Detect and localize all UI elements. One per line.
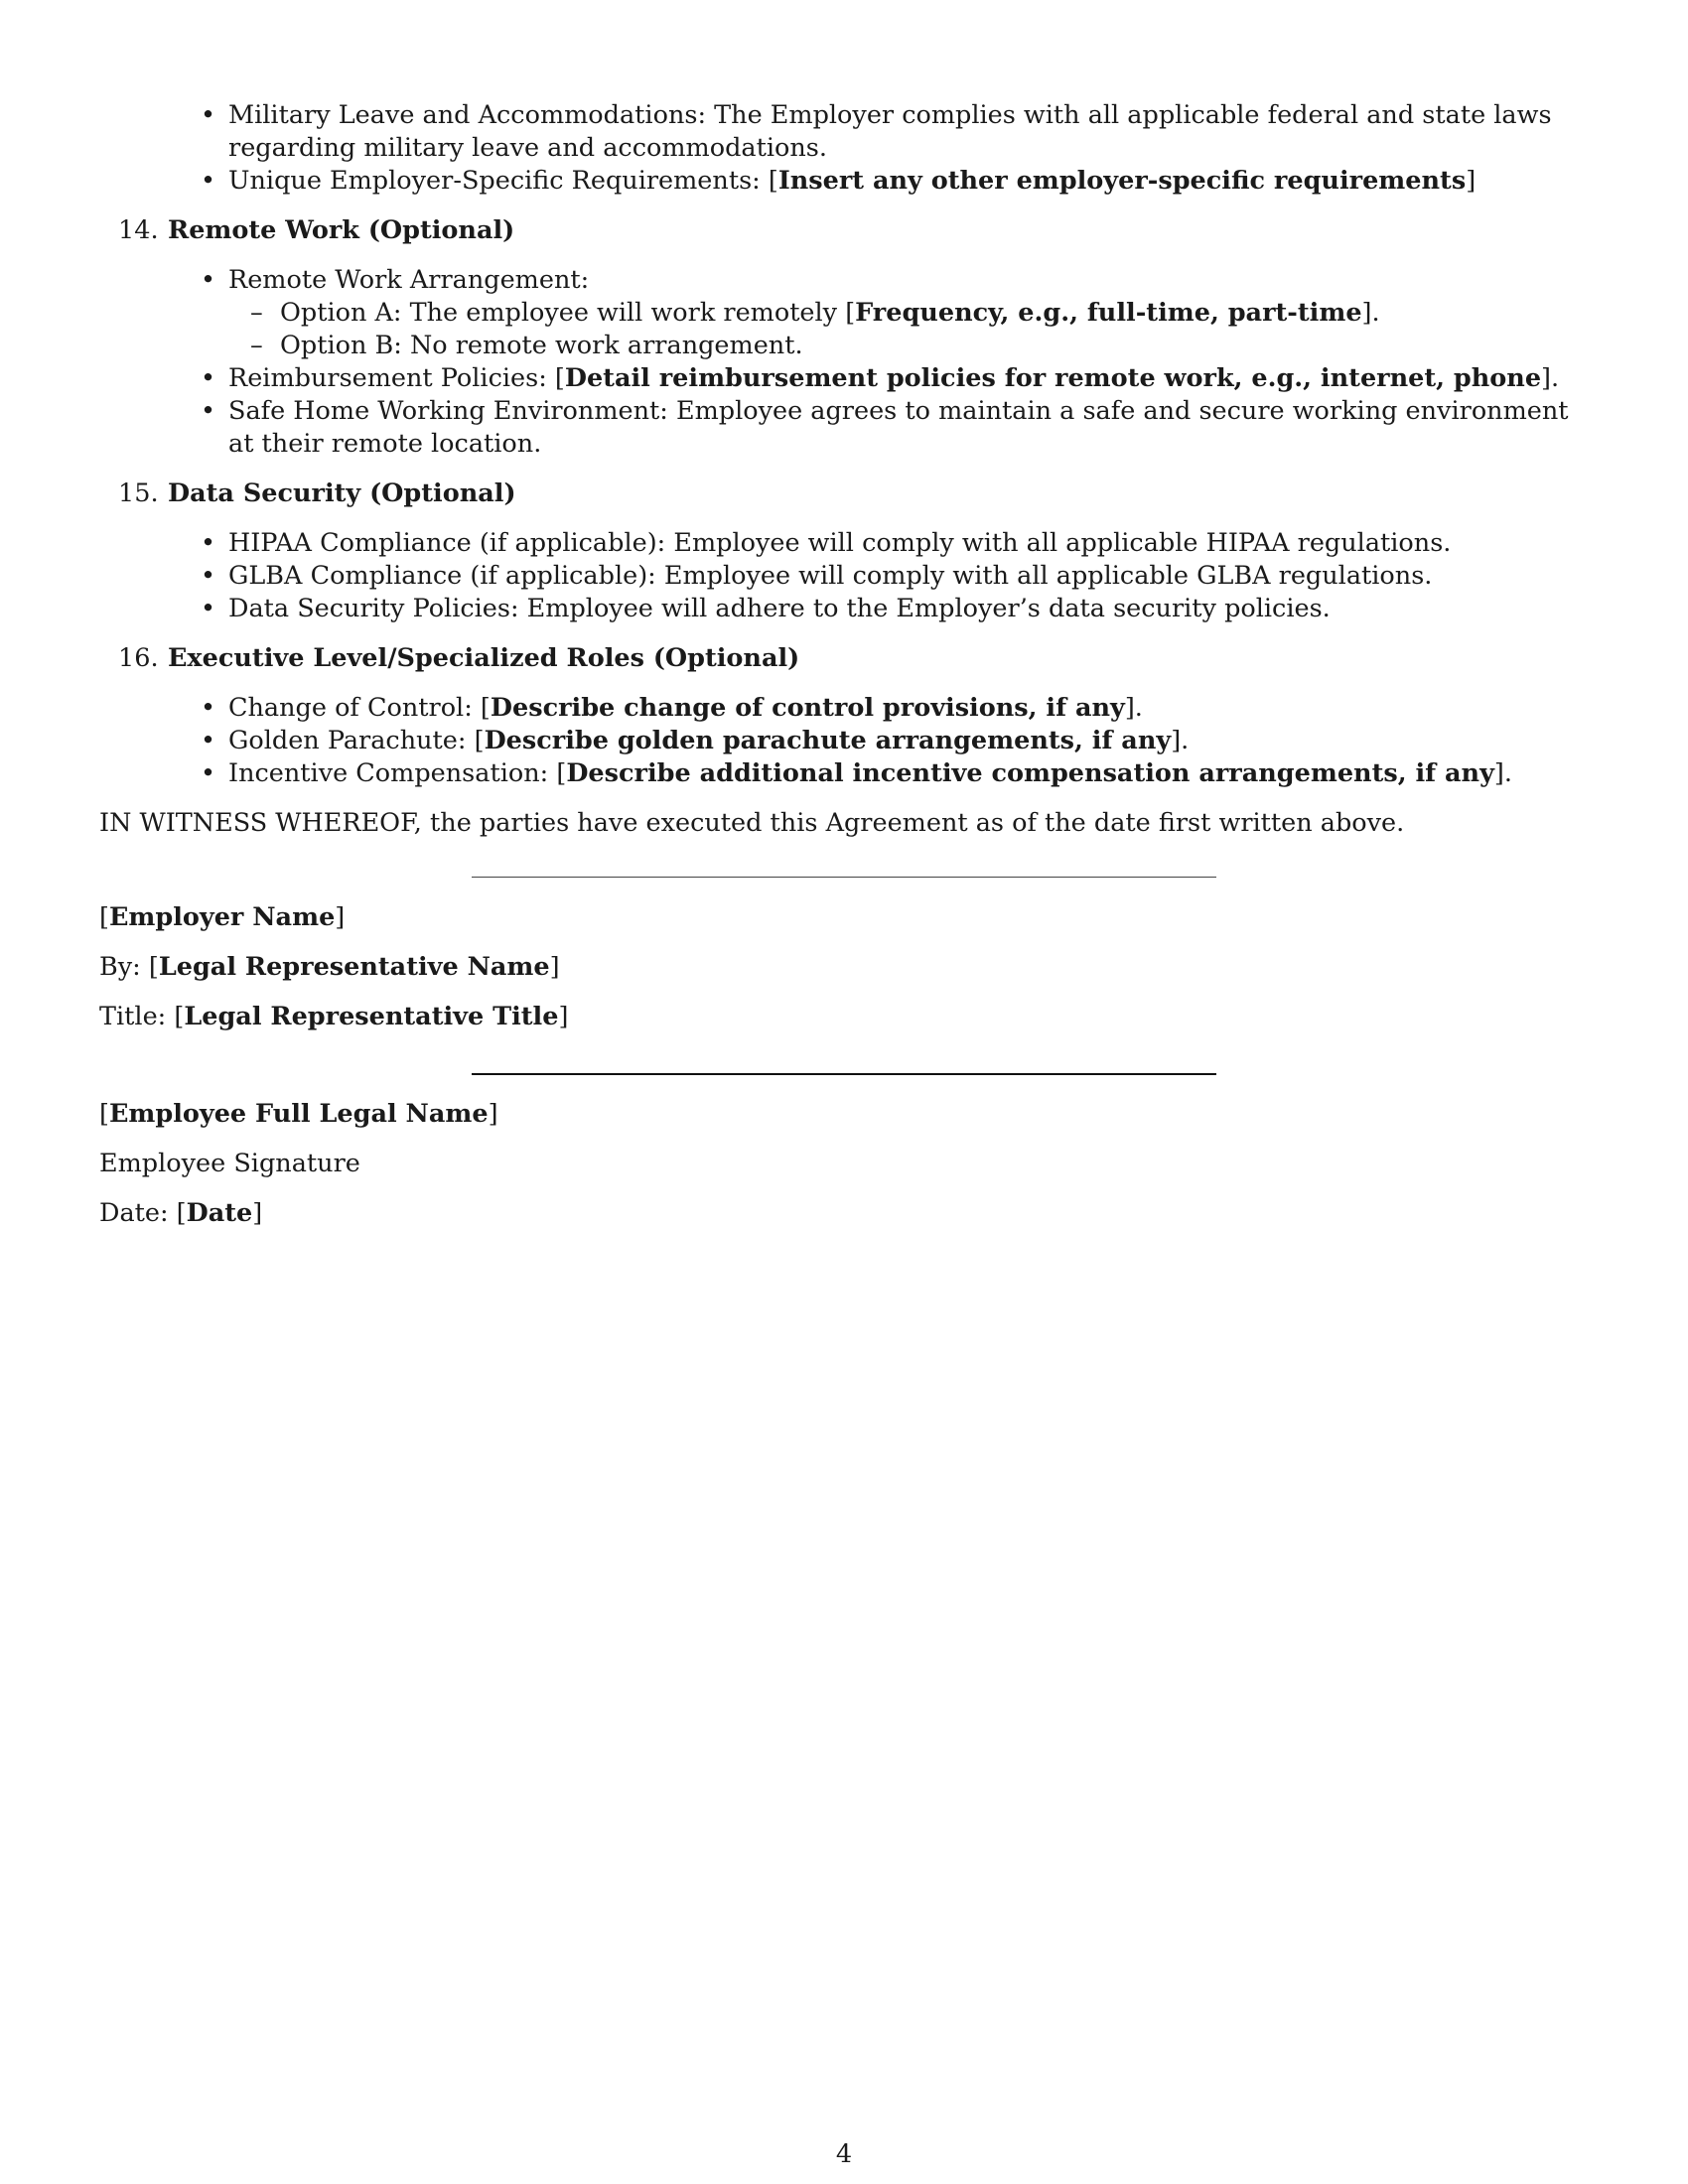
list-item-option-b: – Option B: No remote work arrangement.	[228, 330, 1589, 362]
list-item-employer-requirements: • Unique Employer-Specific Requirements: [Insert any other employer-specific requirements]	[99, 165, 1589, 198]
employee-name: [Employee Full Legal Name]	[99, 1099, 498, 1129]
page-number: 4	[835, 2139, 853, 2169]
employer-by: By: [Legal Representative Name]	[99, 952, 560, 982]
list-item-glba: • GLBA Compliance (if applicable): Employee will comply with all applicable GLBA regulations.	[99, 560, 1589, 593]
employee-signature-block	[99, 1098, 498, 1247]
document-page	[99, 99, 1589, 1228]
placeholder-incentive: Describe additional incentive compensation arrangements, if any	[566, 758, 1494, 788]
list-item-hipaa: • HIPAA Compliance (if applicable): Employee will comply with all applicable HIPAA regulations.	[99, 527, 1589, 560]
placeholder-golden-parachute: Describe golden parachute arrangements, if any	[484, 726, 1172, 755]
list-item-military-leave: • Military Leave and Accommodations: The Employer complies with all applicable federal and state laws regarding military leave and accommodations.	[99, 99, 1589, 165]
list-item-reimbursement: • Reimbursement Policies: [Detail reimbursement policies for remote work, e.g., internet, phone].	[99, 362, 1589, 395]
list-item-data-policies: • Data Security Policies: Employee will adhere to the Employer’s data security policies.	[99, 593, 1589, 625]
employer-name: [Employer Name]	[99, 902, 346, 932]
section-heading-executive: 16. Executive Level/Specialized Roles (Optional)	[118, 643, 800, 673]
witness-statement: IN WITNESS WHEREOF, the parties have executed this Agreement as of the date first written above.	[99, 808, 1405, 838]
employer-signature-block	[99, 901, 568, 1050]
employer-title: Title: [Legal Representative Title]	[99, 1002, 569, 1031]
employee-signature-line	[472, 1073, 1216, 1075]
data-security-list	[99, 527, 1589, 625]
executive-list	[99, 692, 1589, 790]
list-item-change-of-control: • Change of Control: [Describe change of control provisions, if any].	[99, 692, 1589, 725]
employer-signature-line	[472, 877, 1216, 878]
list-item-remote-arrangement: • Remote Work Arrangement: – Option A: The employee will work remotely [Frequency, e.g., full-time, part-time]. – Option B: No remote work arrangement.	[99, 264, 1589, 362]
placeholder-employer-requirements: Insert any other employer-specific requirements	[777, 166, 1467, 196]
list-item-golden-parachute: • Golden Parachute: [Describe golden parachute arrangements, if any].	[99, 725, 1589, 757]
list-item-safe-home: • Safe Home Working Environment: Employee agrees to maintain a safe and secure working environment at their remote location.	[99, 395, 1589, 461]
employee-signature-label: Employee Signature	[99, 1149, 360, 1178]
placeholder-change-of-control: Describe change of control provisions, if any	[490, 693, 1125, 723]
section-heading-data-security: 15. Data Security (Optional)	[118, 478, 516, 508]
placeholder-frequency: Frequency, e.g., full-time, part-time	[855, 298, 1362, 328]
remote-work-list	[99, 264, 1589, 461]
section-heading-remote-work: 14. Remote Work (Optional)	[118, 215, 515, 245]
list-item-option-a: – Option A: The employee will work remotely [Frequency, e.g., full-time, part-time].	[228, 297, 1589, 330]
employee-date: Date: [Date]	[99, 1198, 263, 1228]
remote-options-list	[228, 297, 1589, 362]
continued-bullet-list	[99, 99, 1589, 198]
placeholder-reimbursement: Detail reimbursement policies for remote work, e.g., internet, phone	[564, 363, 1542, 393]
list-item-incentive: • Incentive Compensation: [Describe additional incentive compensation arrangements, if any].	[99, 757, 1589, 790]
